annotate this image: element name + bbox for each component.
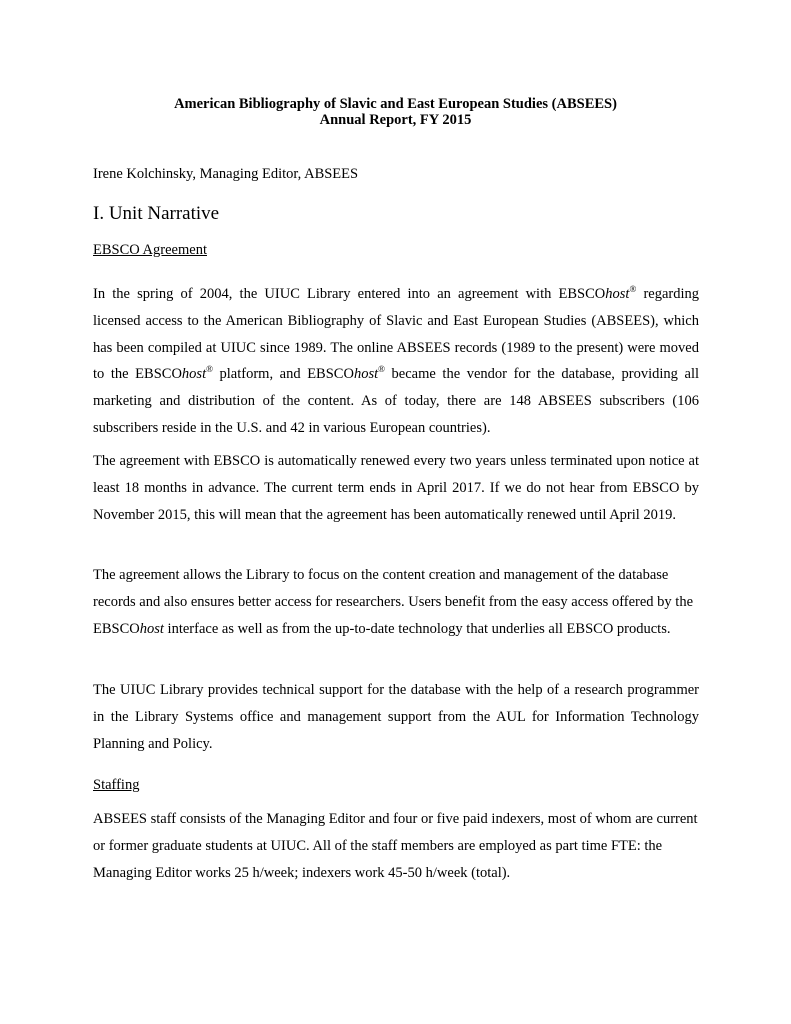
- paragraph-technical-support: The UIUC Library provides technical support for the database with the help of a research programmer in the Library Systems office and management support from the AUL for Information Technology Planning and Policy.: [93, 682, 699, 752]
- p3-text-b: interface as well as from the up-to-date technology that underlies all EBSCO products.: [163, 620, 671, 637]
- p1-host-3: host: [353, 366, 379, 383]
- p1-host-1: host: [605, 286, 630, 302]
- paragraph-benefits: [93, 562, 699, 642]
- p1-text-b: regarding licensed access to the American Bibliography of Slavic and East European Studies (ABSEES), which has been compiled at UIUC since 1989. The online ABSEES records (1989 to the present) were moved to the EBSCO: [93, 286, 699, 383]
- p3-host: host: [139, 620, 164, 637]
- subsection-heading-ebsco: EBSCO Agreement: [93, 242, 207, 258]
- section-heading: I. Unit Narrative: [93, 203, 220, 224]
- subsection-heading-staffing: Staffing: [93, 777, 140, 793]
- p1-reg-1: ®: [629, 284, 637, 294]
- report-title-line-2: Annual Report, FY 2015: [319, 112, 472, 128]
- p3-text-a: The agreement allows the Library to focus on the content creation and management of the database records and also ensures better access for researchers. Users benefit from the easy access offered by the EBSCO: [93, 567, 694, 637]
- p1-text-c: platform, and EBSCO: [212, 366, 354, 383]
- report-title: [93, 96, 698, 128]
- author-byline: Irene Kolchinsky, Managing Editor, ABSEES: [93, 166, 359, 182]
- p1-text-d: became the vendor for the database, providing all marketing and distribution of the content. As of today, there are 148 ABSEES subscribers (106 subscribers reside in the U.S. and 42 in various European countries).: [93, 366, 699, 436]
- p1-text-a: In the spring of 2004, the UIUC Library entered into an agreement with EBSCO: [93, 286, 606, 302]
- paragraph-ebsco-agreement: [93, 281, 699, 442]
- report-title-line-1: American Bibliography of Slavic and East European Studies (ABSEES): [174, 96, 617, 112]
- paragraph-renewal: The agreement with EBSCO is automatically renewed every two years unless terminated upon notice at least 18 months in advance. The current term ends in April 2017. If we do not hear from EBSCO by November 2015, this will mean that the agreement has been automatically renewed until April 2019.: [93, 453, 699, 523]
- p1-reg-2: ®: [206, 364, 213, 375]
- p1-reg-3: ®: [378, 364, 385, 375]
- paragraph-staffing: ABSEES staff consists of the Managing Editor and four or five paid indexers, most of whom are current or former graduate students at UIUC. All of the staff members are employed as part time FTE: the Managing Editor works 25 h/week; indexers work 45-50 h/week (total).: [93, 811, 698, 881]
- p1-host-2: host: [181, 366, 207, 383]
